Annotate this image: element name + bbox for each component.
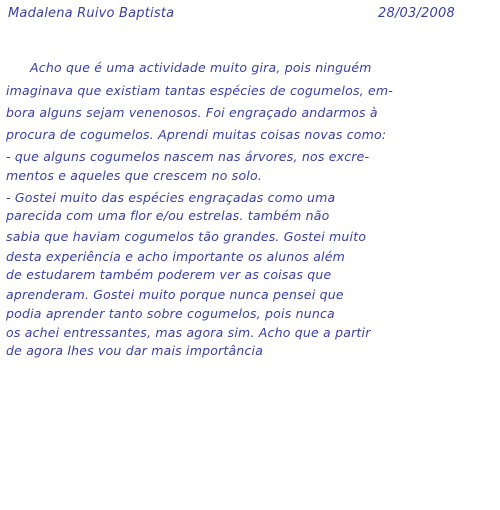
text-line: - que alguns cogumelos nascem nas árvores, nos excre- — [6, 149, 370, 164]
text-line: imaginava que existiam tantas espécies de cogumelos, em- — [6, 83, 393, 98]
text-line: mentos e aqueles que crescem no solo. — [6, 168, 262, 183]
text-line: desta experiência e acho importante os alunos além — [6, 249, 345, 264]
text-line: procura de cogumelos. Aprendi muitas coisas novas como: — [6, 127, 387, 142]
text-line: aprenderam. Gostei muito porque nunca pensei que — [6, 287, 344, 302]
text-line: os achei entressantes, mas agora sim. Acho que a partir — [6, 325, 371, 340]
text-line: bora alguns sejam venenosos. Foi engraçado andarmos à — [6, 105, 378, 120]
author-name: Madalena Ruivo Baptista — [8, 6, 175, 21]
text-line: de agora lhes vou dar mais importância — [6, 343, 264, 358]
text-line: podia aprender tanto sobre cogumelos, pois nunca — [6, 306, 335, 321]
text-line: sabia que haviam cogumelos tão grandes. Gostei muito — [6, 229, 367, 244]
text-line: parecida com uma flor e/ou estrelas. também não — [6, 208, 330, 223]
date: 28/03/2008 — [378, 6, 455, 21]
text-line: Acho que é uma actividade muito gira, pois ninguém — [30, 60, 372, 75]
text-line: de estudarem também poderem ver as coisas que — [6, 267, 332, 282]
text-line: - Gostei muito das espécies engraçadas como uma — [6, 190, 336, 205]
